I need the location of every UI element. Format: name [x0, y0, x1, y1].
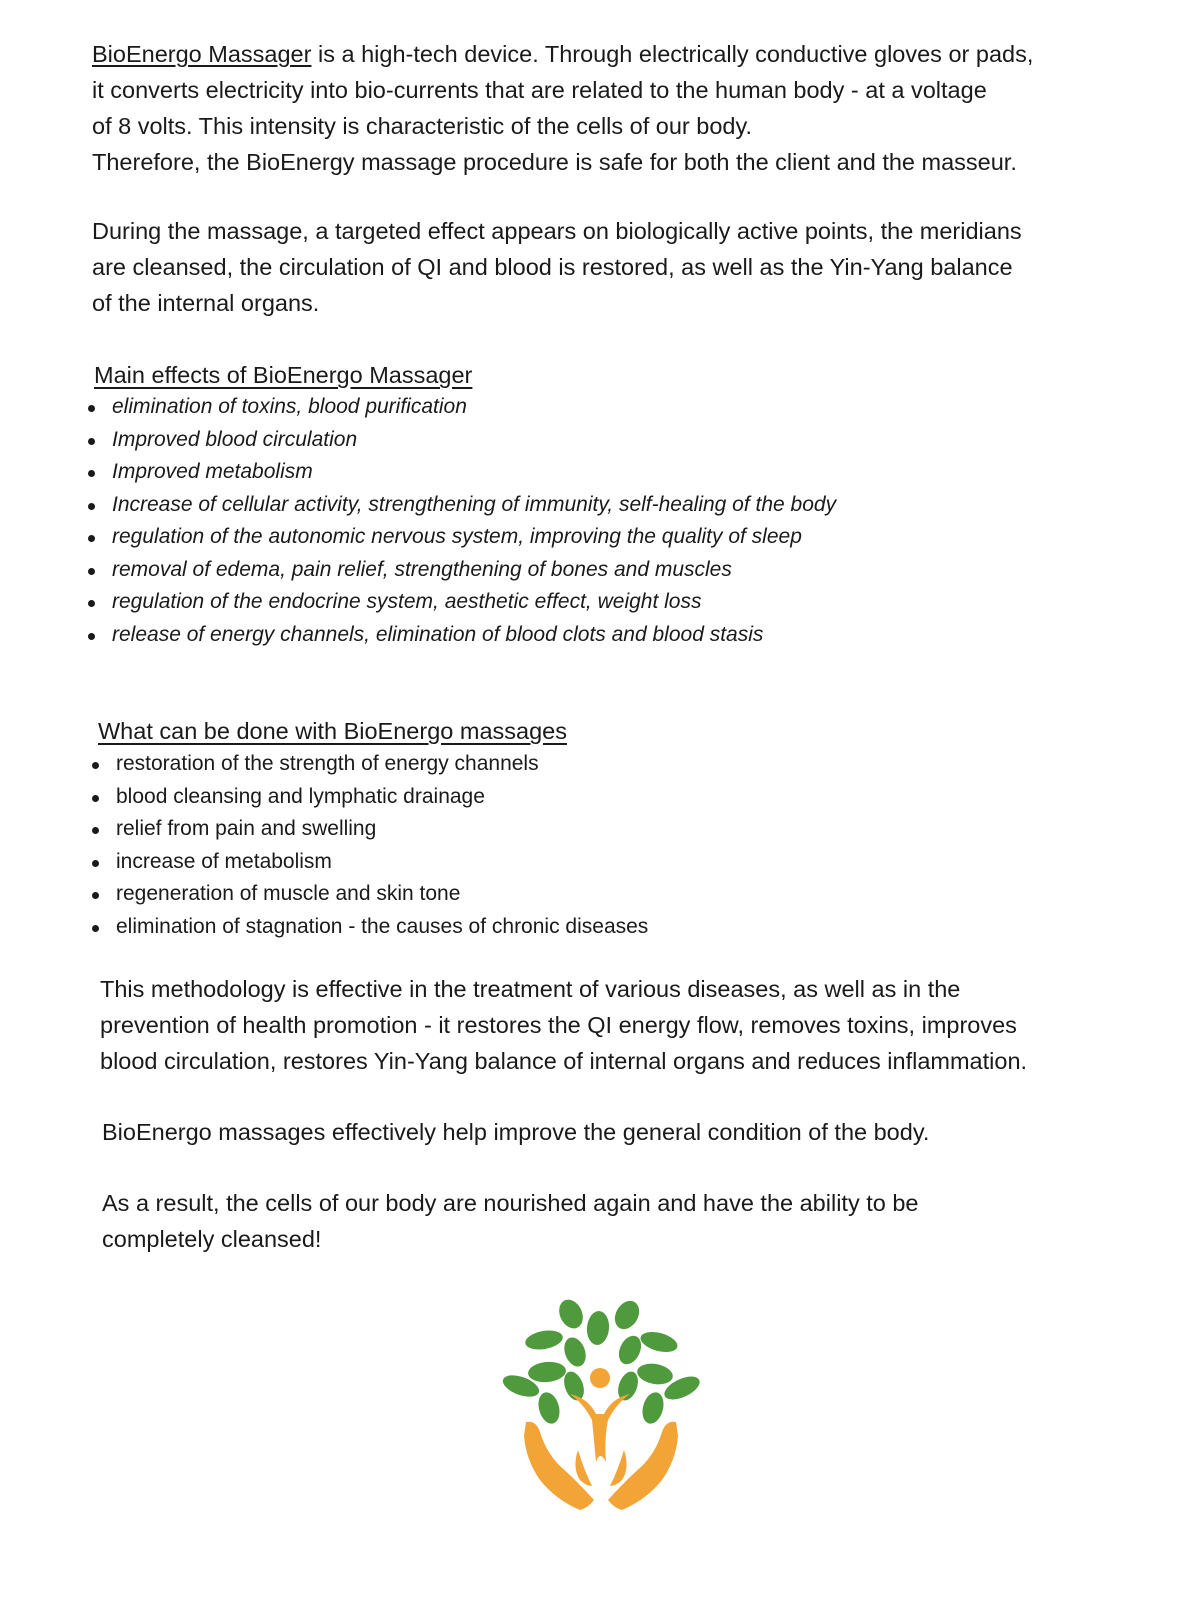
result-paragraph: [102, 1185, 1132, 1257]
list-item: Increase of cellular activity, strengthening of immunity, self-healing of the body: [86, 489, 836, 522]
during-line-2: are cleansed, the circulation of QI and blood is restored, as well as the Yin-Yang balance: [92, 254, 1013, 280]
methodology-paragraph: [100, 971, 1130, 1079]
what-can-be-done-heading: What can be done with BioEnergo massages: [98, 718, 567, 744]
result-line-2: completely cleansed!: [102, 1226, 322, 1252]
intro-line-4: Therefore, the BioEnergy massage procedure is safe for both the client and the masseur.: [92, 149, 1017, 175]
tree-hands-person-logo-icon: [496, 1290, 706, 1515]
methodology-line-2: prevention of health promotion - it restores the QI energy flow, removes toxins, improves: [100, 1012, 1017, 1038]
list-item: removal of edema, pain relief, strengthening of bones and muscles: [86, 554, 836, 587]
list-item: relief from pain and swelling: [90, 813, 648, 846]
during-line-3: of the internal organs.: [92, 290, 320, 316]
list-item: elimination of stagnation - the causes of chronic diseases: [90, 911, 648, 944]
intro-line-3: of 8 volts. This intensity is characteristic of the cells of our body.: [92, 113, 753, 139]
list-item: regulation of the autonomic nervous system, improving the quality of sleep: [86, 521, 836, 554]
methodology-line-3: blood circulation, restores Yin-Yang balance of internal organs and reduces inflammation.: [100, 1048, 1028, 1074]
general-condition-paragraph: [102, 1114, 1132, 1150]
general-line-1: BioEnergo massages effectively help improve the general condition of the body.: [102, 1119, 930, 1145]
main-effects-list: [86, 391, 836, 651]
during-massage-paragraph: [92, 213, 1122, 321]
list-item: blood cleansing and lymphatic drainage: [90, 781, 648, 814]
what-can-be-done-list: [90, 748, 648, 943]
intro-line-1-text: is a high-tech device. Through electrically conductive gloves or pads,: [311, 41, 1034, 67]
list-item: elimination of toxins, blood purification: [86, 391, 836, 424]
result-line-1: As a result, the cells of our body are nourished again and have the ability to be: [102, 1190, 919, 1216]
list-item: Improved metabolism: [86, 456, 836, 489]
brand-name-link[interactable]: BioEnergo Massager: [92, 41, 312, 67]
during-line-1: During the massage, a targeted effect appears on biologically active points, the meridians: [92, 218, 1022, 244]
list-item: Improved blood circulation: [86, 424, 836, 457]
list-item: regulation of the endocrine system, aesthetic effect, weight loss: [86, 586, 836, 619]
leaves-group: [500, 1296, 703, 1426]
intro-line-2: it converts electricity into bio-currents that are related to the human body - at a voltage: [92, 77, 987, 103]
methodology-line-1: This methodology is effective in the treatment of various diseases, as well as in the: [100, 976, 961, 1002]
main-effects-heading: Main effects of BioEnergo Massager: [94, 362, 473, 388]
list-item: release of energy channels, elimination of blood clots and blood stasis: [86, 619, 836, 652]
intro-line-1: [92, 36, 1122, 72]
list-item: restoration of the strength of energy channels: [90, 748, 648, 781]
list-item: regeneration of muscle and skin tone: [90, 878, 648, 911]
list-item: increase of metabolism: [90, 846, 648, 879]
intro-paragraph: [92, 36, 1122, 180]
